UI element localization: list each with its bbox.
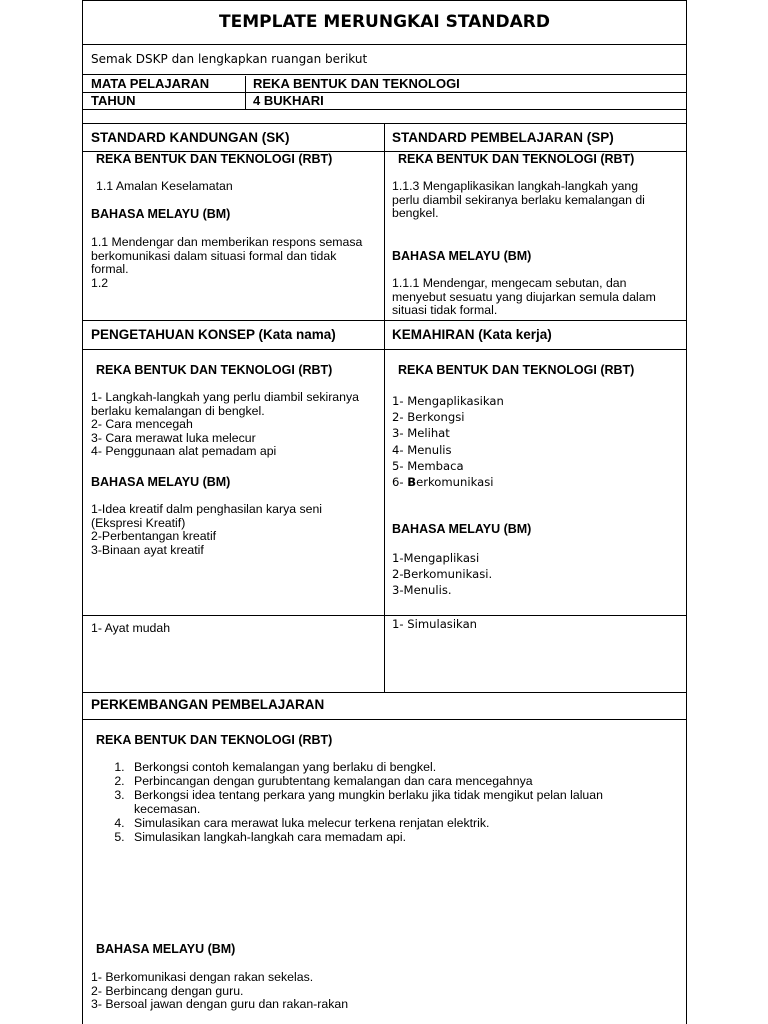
km-rbt-heading: REKA BENTUK DAN TEKNOLOGI (RBT) xyxy=(398,363,635,377)
list-item: 5. Simulasikan langkah-langkah cara memadam api. xyxy=(128,830,643,844)
list-item: 1-Idea kreatif dalm penghasilan karya seni xyxy=(91,502,323,516)
sk-rbt-heading: REKA BENTUK DAN TEKNOLOGI (RBT) xyxy=(96,152,333,166)
instruction-text: Semak DSKP dan lengkapkan ruangan berikut xyxy=(83,44,686,75)
list-item: 3-Menulis. xyxy=(392,583,452,598)
pk-bm-heading: BAHASA MELAYU (BM) xyxy=(91,475,231,489)
concepts-content-row xyxy=(83,350,686,616)
km-extra-item: 1- Simulasikan xyxy=(392,617,478,631)
list-item: 2- Berbincang dengan guru. xyxy=(91,983,244,998)
pk-bm-list xyxy=(91,503,322,557)
development-header-row xyxy=(83,693,686,720)
km-bm-list xyxy=(392,550,492,599)
km-bm-heading: BAHASA MELAYU (BM) xyxy=(392,522,532,536)
list-item: berlaku kemalangan di bengkel. xyxy=(91,403,265,418)
sk-bm-line: berkomunikasi dalam situasi formal dan tidak xyxy=(91,248,337,263)
list-item: (Ekspresi Kreatif) xyxy=(91,515,186,530)
subject-label: MATA PELAJARAN xyxy=(91,76,210,91)
pk-rbt-heading: REKA BENTUK DAN TEKNOLOGI (RBT) xyxy=(96,363,333,377)
list-item: 1- Langkah-langkah yang perlu diambil sekiranya xyxy=(91,390,359,404)
sp-bm-line: menyebut sesuatu yang diujarkan semula dalam xyxy=(392,289,656,304)
blank-row xyxy=(83,109,686,124)
development-rbt-heading: REKA BENTUK DAN TEKNOLOGI (RBT) xyxy=(96,733,333,747)
sp-bm-heading: BAHASA MELAYU (BM) xyxy=(392,249,532,263)
sp-rbt-item xyxy=(392,180,645,221)
sp-bm-item xyxy=(392,277,656,318)
sp-cell xyxy=(385,152,686,320)
list-item: 4- Penggunaan alat pemadam api xyxy=(91,444,277,459)
list-item: 2-Berkomunikasi. xyxy=(392,567,493,582)
sp-bm-line: 1.1.1 Mendengar, mengecam sebutan, dan xyxy=(392,276,627,290)
list-item xyxy=(392,474,504,490)
list-item: 3- Melihat xyxy=(392,426,450,441)
sp-header: STANDARD PEMBELAJARAN (SP) xyxy=(392,130,614,145)
concepts-extra-row xyxy=(83,616,686,693)
sp-rbt-heading: REKA BENTUK DAN TEKNOLOGI (RBT) xyxy=(398,152,635,166)
list-item-prefix: 6- xyxy=(392,475,408,490)
subject-row xyxy=(83,76,686,93)
sk-cell xyxy=(83,152,384,320)
pk-cell xyxy=(83,350,384,615)
development-rbt-list xyxy=(83,760,643,844)
sk-bm-extra: 1.2 xyxy=(91,275,109,290)
year-label: TAHUN xyxy=(91,93,136,108)
development-content xyxy=(83,720,686,1024)
year-value: 4 BUKHARI xyxy=(253,93,324,108)
sp-rbt-line: 1.1.3 Mengaplikasikan langkah-langkah yang xyxy=(392,179,639,193)
list-item: 1-Mengaplikasi xyxy=(392,551,480,565)
sk-header: STANDARD KANDUNGAN (SK) xyxy=(91,130,290,145)
pk-header: PENGETAHUAN KONSEP (Kata nama) xyxy=(91,327,336,342)
km-rbt-list xyxy=(392,393,504,490)
sk-bm-heading: BAHASA MELAYU (BM) xyxy=(91,207,231,221)
document-page xyxy=(82,0,687,1024)
subject-value: REKA BENTUK DAN TEKNOLOGI xyxy=(253,76,460,91)
sk-bm-item xyxy=(91,236,362,290)
development-bm-list xyxy=(91,971,348,1012)
list-item: 4. Simulasikan cara merawat luka melecur terkena renjatan elektrik. xyxy=(128,816,643,830)
year-row xyxy=(83,93,686,110)
page-title: TEMPLATE MERUNGKAI STANDARD xyxy=(83,0,686,45)
info-separator xyxy=(245,93,246,109)
list-item: 2- Berkongsi xyxy=(392,410,465,425)
concepts-header-row xyxy=(83,321,686,350)
km-cell xyxy=(385,350,686,615)
sk-rbt-item: 1.1 Amalan Keselamatan xyxy=(96,179,233,193)
list-item: 5- Membaca xyxy=(392,458,464,473)
list-item: 1- Mengaplikasikan xyxy=(392,394,504,408)
list-item: 2-Perbentangan kreatif xyxy=(91,529,217,544)
list-item: 3- Cara merawat luka melecur xyxy=(91,430,256,445)
standards-content-row xyxy=(83,152,686,321)
pk-rbt-list xyxy=(91,391,359,459)
list-item: 2- Cara mencegah xyxy=(91,417,193,432)
info-separator xyxy=(245,76,246,92)
sk-bm-line: formal. xyxy=(91,262,129,277)
list-item: 4- Menulis xyxy=(392,442,452,457)
list-item-rest: erkomunikasi xyxy=(416,475,494,490)
list-item: 3- Bersoal jawan dengan guru dan rakan-rakan xyxy=(91,997,349,1012)
standards-header-row xyxy=(83,124,686,152)
sp-rbt-line: bengkel. xyxy=(392,206,439,221)
sp-rbt-line: perlu diambil sekiranya berlaku kemalangan di xyxy=(392,192,645,207)
sk-bm-line: 1.1 Mendengar dan memberikan respons semasa xyxy=(91,235,363,249)
km-header: KEMAHIRAN (Kata kerja) xyxy=(392,327,552,342)
pk-extra-item: 1- Ayat mudah xyxy=(91,621,171,635)
development-header: PERKEMBANGAN PEMBELAJARAN xyxy=(91,697,325,712)
list-item: 1- Berkomunikasi dengan rakan sekelas. xyxy=(91,970,314,984)
list-item: 3. Berkongsi idea tentang perkara yang mungkin berlaku jika tidak mengikut pelan laluan kecemasan. xyxy=(128,788,643,816)
list-item: 2. Perbincangan dengan gurubtentang kemalangan dan cara mencegahnya xyxy=(128,774,643,788)
development-bm-heading: BAHASA MELAYU (BM) xyxy=(96,942,236,956)
list-item: 1. Berkongsi contoh kemalangan yang berlaku di bengkel. xyxy=(128,760,643,774)
sp-bm-line: situasi tidak formal. xyxy=(392,303,498,318)
list-item: 3-Binaan ayat kreatif xyxy=(91,542,204,557)
list-item-bold-letter: B xyxy=(407,475,417,490)
